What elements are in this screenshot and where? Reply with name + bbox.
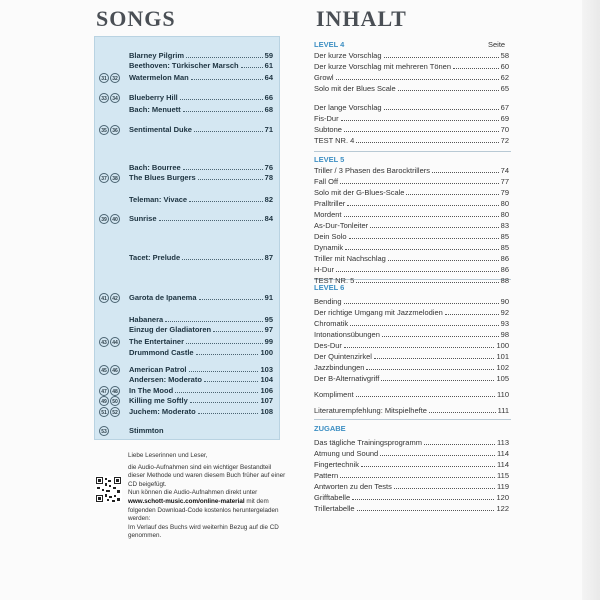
dot-leader xyxy=(445,314,499,315)
song-title: Teleman: Vivace xyxy=(129,195,188,204)
audio-note xyxy=(128,452,288,541)
toc-entry xyxy=(314,103,509,114)
toc-entry xyxy=(314,232,509,243)
section-divider xyxy=(314,419,511,420)
song-row xyxy=(95,93,279,105)
toc-entry-title: Literaturempfehlung: Mitspielhefte xyxy=(314,406,427,415)
song-page-number: 68 xyxy=(264,105,273,114)
toc-entry-page: 101 xyxy=(496,352,509,361)
toc-entry-page: 88 xyxy=(500,276,509,285)
dot-leader xyxy=(204,381,258,382)
toc-entry xyxy=(314,504,509,515)
cd-track-icon: 40 xyxy=(110,214,120,224)
cd-track-numbers xyxy=(99,125,125,137)
dot-leader xyxy=(357,510,494,511)
toc-entry-title: Subtone xyxy=(314,125,342,134)
song-page-number: 87 xyxy=(264,253,273,262)
song-page-number: 91 xyxy=(264,293,273,302)
song-title: Sentimental Duke xyxy=(129,125,192,134)
level-heading: LEVEL 5 xyxy=(314,155,345,164)
song-page-number: 95 xyxy=(264,315,273,324)
toc-entry-title: Das tägliche Trainingsprogramm xyxy=(314,438,422,447)
dot-leader xyxy=(191,79,263,80)
toc-entry xyxy=(314,276,509,287)
toc-entry-page: 120 xyxy=(496,493,509,502)
toc-entry xyxy=(314,166,509,177)
song-page-number: 99 xyxy=(264,337,273,346)
toc-entry-page: 111 xyxy=(497,406,509,415)
song-row xyxy=(95,195,279,207)
cd-track-numbers xyxy=(99,348,125,360)
toc-entry-title: TEST NR. 4 xyxy=(314,136,355,145)
toc-entry-title: Mordent xyxy=(314,210,342,219)
dot-leader xyxy=(336,79,499,80)
cd-track-numbers xyxy=(99,73,125,85)
toc-entry-title: Dynamik xyxy=(314,243,344,252)
cd-track-icon: 38 xyxy=(110,173,120,183)
toc-entry-title: Dein Solo xyxy=(314,232,347,241)
dot-leader xyxy=(384,57,499,58)
song-page-number: 61 xyxy=(264,61,273,70)
toc-entry xyxy=(314,374,509,385)
toc-entry xyxy=(314,265,509,276)
dot-leader xyxy=(199,299,263,300)
qr-code-icon xyxy=(95,476,122,503)
song-row xyxy=(95,214,279,226)
note-line-2: Nun können die Audio-Aufnahmen direkt unter xyxy=(128,489,258,497)
cd-track-numbers xyxy=(99,93,125,105)
cd-track-numbers xyxy=(99,173,125,185)
toc-entry-page: 119 xyxy=(497,482,509,491)
dot-leader xyxy=(344,216,499,217)
dot-leader xyxy=(341,120,499,121)
song-page-number: 64 xyxy=(264,73,273,82)
song-row xyxy=(95,61,279,73)
toc-entry-title: Solo mit der G-Blues-Scale xyxy=(314,188,405,197)
dot-leader xyxy=(370,227,499,228)
toc-entry-title: Der richtige Umgang mit Jazzmelodien xyxy=(314,308,443,317)
toc-entry xyxy=(314,177,509,188)
song-row xyxy=(95,407,279,419)
dot-leader xyxy=(190,402,258,403)
toc-entry-title: Antworten zu den Tests xyxy=(314,482,392,491)
toc-entry-title: Chromatik xyxy=(314,319,349,328)
dot-leader xyxy=(424,444,495,445)
toc-entry xyxy=(314,390,509,401)
toc-entry xyxy=(314,136,509,147)
toc-entry-title: Der B-Alternativgriff xyxy=(314,374,380,383)
toc-entry xyxy=(314,363,509,374)
song-title: Killing me Softly xyxy=(129,396,188,405)
dot-leader xyxy=(186,343,263,344)
song-title: Habanera xyxy=(129,315,164,324)
toc-entry-title: Der kurze Vorschlag xyxy=(314,51,382,60)
dot-leader xyxy=(429,412,496,413)
cd-track-icon: 41 xyxy=(99,293,109,303)
toc-entry-page: 90 xyxy=(500,297,509,306)
cd-track-icon: 33 xyxy=(99,93,109,103)
cd-track-numbers xyxy=(99,195,125,207)
dot-leader xyxy=(382,336,499,337)
cd-track-icon: 52 xyxy=(110,407,120,417)
toc-entry-page: 77 xyxy=(500,177,509,186)
toc-entry-title: Atmung und Sound xyxy=(314,449,379,458)
song-row xyxy=(95,348,279,360)
cd-track-icon: 36 xyxy=(110,125,120,135)
toc-entry-title: Der kurze Vorschlag mit mehreren Tönen xyxy=(314,62,452,71)
dot-leader xyxy=(198,413,258,414)
toc-entry xyxy=(314,438,509,449)
dot-leader xyxy=(384,109,499,110)
inhalt-heading: INHALT xyxy=(316,6,407,31)
toc-entry xyxy=(314,406,509,417)
dot-leader xyxy=(198,179,263,180)
dot-leader xyxy=(180,99,263,100)
toc-entry-title: As-Dur-Tonleiter xyxy=(314,221,369,230)
song-title: Stimmton xyxy=(129,426,164,435)
song-row xyxy=(95,325,279,337)
seite-column-label: Seite xyxy=(488,40,506,49)
toc-entry xyxy=(314,125,509,136)
cd-track-numbers xyxy=(99,214,125,226)
songs-list-box xyxy=(94,36,280,440)
song-title: Einzug der Gladiatoren xyxy=(129,325,212,334)
toc-entry-title: Triller mit Nachschlag xyxy=(314,254,386,263)
song-row xyxy=(95,426,279,438)
dot-leader xyxy=(344,303,499,304)
dot-leader xyxy=(165,321,263,322)
dot-leader xyxy=(366,369,494,370)
dot-leader xyxy=(406,194,499,195)
song-title: In The Mood xyxy=(129,386,174,395)
toc-entry-page: 80 xyxy=(500,210,509,219)
toc-entry xyxy=(314,482,509,493)
song-title: Beethoven: Türkischer Marsch xyxy=(129,61,239,70)
toc-entry xyxy=(314,449,509,460)
cd-track-icon: 31 xyxy=(99,73,109,83)
toc-entry-page: 67 xyxy=(500,103,509,112)
dot-leader xyxy=(183,169,263,170)
toc-entry xyxy=(314,221,509,232)
cd-track-numbers xyxy=(99,253,125,265)
cd-track-icon: 53 xyxy=(99,426,109,436)
dot-leader xyxy=(349,238,499,239)
dot-leader xyxy=(182,259,263,260)
cd-track-icon: 37 xyxy=(99,173,109,183)
toc-entry-page: 102 xyxy=(496,363,509,372)
song-row xyxy=(95,105,279,117)
song-page-number: 59 xyxy=(264,51,273,60)
dot-leader xyxy=(340,477,495,478)
song-page-number: 104 xyxy=(260,375,273,384)
song-title: Juchem: Moderato xyxy=(129,407,196,416)
toc-entry-title: Intonationsübungen xyxy=(314,330,380,339)
dot-leader xyxy=(159,220,263,221)
toc-entry-page: 98 xyxy=(500,330,509,339)
song-page-number: 76 xyxy=(264,163,273,172)
toc-entry xyxy=(314,493,509,504)
song-row xyxy=(95,125,279,137)
toc-entry-page: 105 xyxy=(496,374,509,383)
dot-leader xyxy=(398,90,499,91)
song-page-number: 71 xyxy=(264,125,273,134)
cd-track-icon: 46 xyxy=(110,365,120,375)
song-title: Andersen: Moderato xyxy=(129,375,202,384)
toc-entry-title: Kompliment xyxy=(314,390,354,399)
toc-entry xyxy=(314,254,509,265)
toc-entry-page: 60 xyxy=(500,62,509,71)
dot-leader xyxy=(189,371,258,372)
toc-entry-title: Der lange Vorschlag xyxy=(314,103,382,112)
note-line-1: die Audio-Aufnahmen sind ein wichtiger Bestandteil dieser Methode und waren diesem Buch früher auf einer CD beigefügt. xyxy=(128,463,286,488)
song-page-number: 107 xyxy=(260,396,273,405)
song-title: Blarney Pilgrim xyxy=(129,51,185,60)
toc-entry-title: Fall Off xyxy=(314,177,339,186)
dot-leader xyxy=(344,347,494,348)
cd-track-numbers xyxy=(99,105,125,117)
dot-leader xyxy=(361,466,495,467)
dot-leader xyxy=(347,205,499,206)
toc-entry-page: 86 xyxy=(500,254,509,263)
toc-entry-page: 114 xyxy=(497,460,509,469)
level-heading: LEVEL 6 xyxy=(314,283,345,292)
toc-entry xyxy=(314,460,509,471)
song-page-number: 108 xyxy=(260,407,273,416)
cd-track-icon: 35 xyxy=(99,125,109,135)
song-title: The Blues Burgers xyxy=(129,173,196,182)
toc-entry-page: 92 xyxy=(500,308,509,317)
toc-entry xyxy=(314,352,509,363)
note-greeting: Liebe Leserinnen und Leser, xyxy=(128,452,208,459)
toc-entry-title: Triller / 3 Phasen des Barocktrillers xyxy=(314,166,431,175)
dot-leader xyxy=(374,358,494,359)
dot-leader xyxy=(380,455,495,456)
toc-entry xyxy=(314,62,509,73)
song-title: Drummond Castle xyxy=(129,348,194,357)
toc-entry xyxy=(314,51,509,62)
toc-entry xyxy=(314,73,509,84)
song-title: Bach: Menuett xyxy=(129,105,181,114)
dot-leader xyxy=(453,68,499,69)
toc-entry-page: 69 xyxy=(500,114,509,123)
dot-leader xyxy=(356,396,495,397)
toc-entry xyxy=(314,341,509,352)
song-page-number: 66 xyxy=(264,93,273,102)
song-page-number: 100 xyxy=(260,348,273,357)
toc-entry-title: Grifftabelle xyxy=(314,493,351,502)
song-title: Sunrise xyxy=(129,214,157,223)
song-page-number: 103 xyxy=(260,365,273,374)
toc-entry-page: 100 xyxy=(496,341,509,350)
song-page-number: 82 xyxy=(264,195,273,204)
toc-entry-title: Der Quintenzirkel xyxy=(314,352,372,361)
toc-entry-page: 83 xyxy=(500,221,509,230)
song-row xyxy=(95,173,279,185)
note-line-3 xyxy=(128,498,288,524)
cd-track-icon: 43 xyxy=(99,337,109,347)
dot-leader xyxy=(352,499,494,500)
toc-entry-page: 79 xyxy=(500,188,509,197)
toc-entry-page: 85 xyxy=(500,243,509,252)
cd-track-icon: 45 xyxy=(99,365,109,375)
note-line-4: Im Verlauf des Buchs wird weiterhin Bezug auf die CD genommen. xyxy=(128,523,279,540)
toc-entry xyxy=(314,114,509,125)
toc-entry-page: 85 xyxy=(500,232,509,241)
dot-leader xyxy=(189,201,263,202)
toc-entry xyxy=(314,188,509,199)
dot-leader xyxy=(336,271,499,272)
dot-leader xyxy=(213,331,263,332)
cd-track-numbers xyxy=(99,293,125,305)
toc-entry xyxy=(314,297,509,308)
toc-entry-title: Fis-Dur xyxy=(314,114,339,123)
dot-leader xyxy=(340,183,499,184)
dot-leader xyxy=(345,249,499,250)
cd-track-icon: 42 xyxy=(110,293,120,303)
note-line-3-rest: mit dem folgenden Download-Code kostenlos heruntergeladen werden: xyxy=(128,497,279,523)
song-page-number: 84 xyxy=(264,214,273,223)
cd-track-numbers xyxy=(99,325,125,337)
toc-entry-page: 80 xyxy=(500,199,509,208)
toc-entry-title: Fingertechnik xyxy=(314,460,360,469)
toc-entry-page: 86 xyxy=(500,265,509,274)
song-row xyxy=(95,73,279,85)
toc-entry-title: Jazzbindungen xyxy=(314,363,365,372)
song-title: The Entertainer xyxy=(129,337,185,346)
toc-entry xyxy=(314,308,509,319)
toc-entry-page: 113 xyxy=(497,438,509,447)
toc-entry-page: 65 xyxy=(500,84,509,93)
toc-entry xyxy=(314,210,509,221)
toc-entry-title: H-Dur xyxy=(314,265,334,274)
toc-entry xyxy=(314,199,509,210)
song-page-number: 106 xyxy=(260,386,273,395)
toc-entry-title: Bending xyxy=(314,297,342,306)
dot-leader xyxy=(241,67,263,68)
toc-entry xyxy=(314,319,509,330)
song-row xyxy=(95,253,279,265)
cd-track-icon: 50 xyxy=(110,396,120,406)
toc-entry-title: Pralltriller xyxy=(314,199,346,208)
cd-track-icon: 49 xyxy=(99,396,109,406)
toc-entry-title: Growl xyxy=(314,73,334,82)
toc-entry xyxy=(314,84,509,95)
dot-leader xyxy=(194,131,263,132)
dot-leader xyxy=(388,260,499,261)
dot-leader xyxy=(196,354,258,355)
cd-track-icon: 39 xyxy=(99,214,109,224)
cd-track-numbers xyxy=(99,426,125,438)
cd-track-icon: 48 xyxy=(110,386,120,396)
download-url-link[interactable]: www.schott-music.com/online-material xyxy=(128,497,245,505)
cd-track-icon: 34 xyxy=(110,93,120,103)
toc-entry xyxy=(314,471,509,482)
toc-entry-title: Solo mit der Blues Scale xyxy=(314,84,396,93)
dot-leader xyxy=(356,142,499,143)
song-title: Blueberry Hill xyxy=(129,93,178,102)
toc-entry-page: 110 xyxy=(497,390,509,399)
dot-leader xyxy=(350,325,499,326)
dot-leader xyxy=(186,57,263,58)
toc-entry-page: 62 xyxy=(500,73,509,82)
song-page-number: 97 xyxy=(264,325,273,334)
toc-entry-page: 58 xyxy=(500,51,509,60)
toc-entry-page: 114 xyxy=(497,449,509,458)
cd-track-icon: 47 xyxy=(99,386,109,396)
toc-entry-page: 74 xyxy=(500,166,509,175)
song-title: Bach: Bourree xyxy=(129,163,181,172)
level-heading: LEVEL 4 xyxy=(314,40,345,49)
toc-entry-title: TEST NR. 5 xyxy=(314,276,355,285)
toc-entry-title: Pattern xyxy=(314,471,339,480)
cd-track-icon: 44 xyxy=(110,337,120,347)
song-title: Watermelon Man xyxy=(129,73,189,82)
level-heading: ZUGABE xyxy=(314,424,346,433)
toc-entry-page: 122 xyxy=(496,504,509,513)
song-title: Tacet: Prelude xyxy=(129,253,181,262)
dot-leader xyxy=(175,392,258,393)
cd-track-icon: 51 xyxy=(99,407,109,417)
cd-track-icon: 32 xyxy=(110,73,120,83)
cd-track-numbers xyxy=(99,407,125,419)
toc-entry xyxy=(314,243,509,254)
dot-leader xyxy=(356,282,499,283)
section-divider xyxy=(314,151,511,152)
toc-entry-page: 72 xyxy=(500,136,509,145)
dot-leader xyxy=(344,131,499,132)
song-row xyxy=(95,293,279,305)
dot-leader xyxy=(432,172,499,173)
song-title: Garota de Ipanema xyxy=(129,293,197,302)
toc-entry-page: 115 xyxy=(497,471,509,480)
dot-leader xyxy=(381,380,494,381)
dot-leader xyxy=(394,488,495,489)
song-title: American Patrol xyxy=(129,365,187,374)
toc-entry-page: 70 xyxy=(500,125,509,134)
song-page-number: 78 xyxy=(264,173,273,182)
toc-entry-page: 93 xyxy=(500,319,509,328)
toc-entry xyxy=(314,330,509,341)
cd-track-numbers xyxy=(99,61,125,73)
dot-leader xyxy=(183,111,263,112)
toc-entry-title: Trillertabelle xyxy=(314,504,355,513)
songs-heading: SONGS xyxy=(96,6,176,31)
page-edge xyxy=(582,0,600,600)
toc-entry-title: Des-Dur xyxy=(314,341,342,350)
